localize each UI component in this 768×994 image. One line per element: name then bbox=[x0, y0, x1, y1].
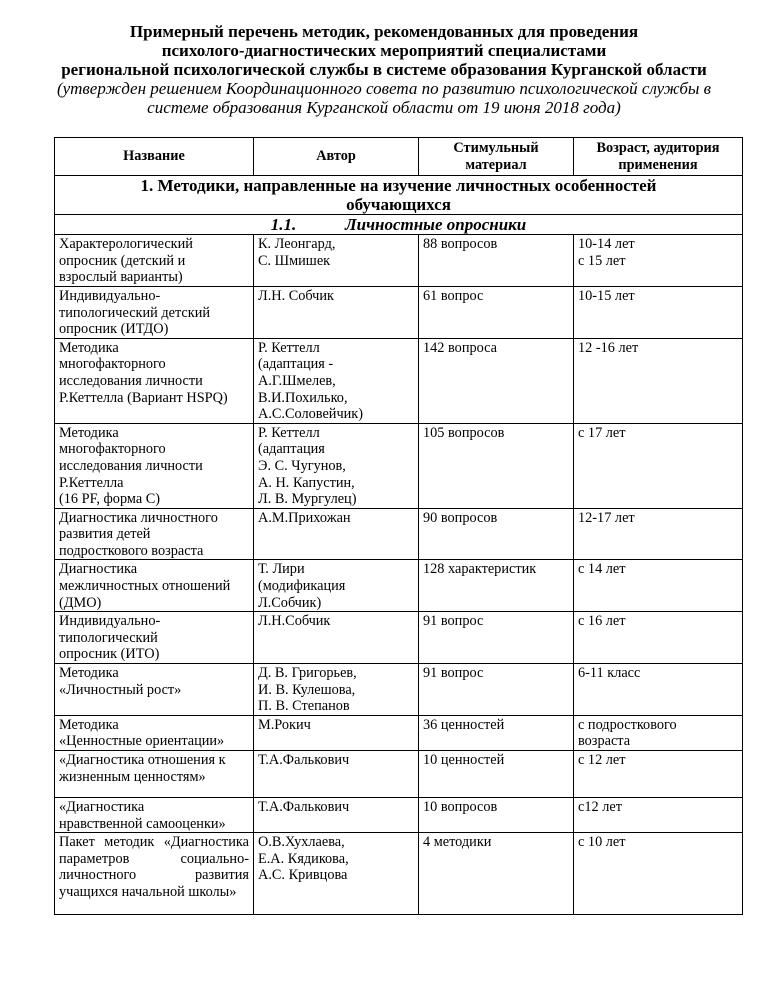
cell-name: Методика «Ценностные ориентации» bbox=[55, 715, 254, 750]
cell-stimulus: 91 вопрос bbox=[419, 664, 574, 716]
cell-age: с 10 лет bbox=[574, 833, 743, 915]
section-row bbox=[55, 176, 743, 215]
document-heading bbox=[24, 22, 744, 117]
header-name: Название bbox=[55, 138, 254, 176]
cell-age: 10-15 лет bbox=[574, 286, 743, 338]
cell-stimulus: 91 вопрос bbox=[419, 612, 574, 664]
cell-name: «Диагностика нравственной самооценки» bbox=[55, 798, 254, 833]
cell-name: Пакет методик «Диагностика параметров социально-личностного развития учащихся начальной школы» bbox=[55, 833, 254, 915]
header-author: Автор bbox=[254, 138, 419, 176]
cell-author: М.Рокич bbox=[254, 715, 419, 750]
table-row bbox=[55, 798, 743, 833]
cell-author: А.М.Прихожан bbox=[254, 508, 419, 560]
subsection-number: 1.1. bbox=[270, 215, 297, 235]
header-stimulus: Стимульный материал bbox=[419, 138, 574, 176]
cell-name: Методика многофакторного исследования личности Р.Кеттелла (16 PF, форма С) bbox=[55, 423, 254, 508]
cell-age: 12-17 лет bbox=[574, 508, 743, 560]
cell-stimulus: 10 ценностей bbox=[419, 751, 574, 798]
cell-name: Методика многофакторного исследования личности Р.Кеттелла (Вариант HSPQ) bbox=[55, 338, 254, 423]
cell-age: с 16 лет bbox=[574, 612, 743, 664]
cell-name: Диагностика личностного развития детей подросткового возраста bbox=[55, 508, 254, 560]
cell-stimulus: 88 вопросов bbox=[419, 235, 574, 287]
cell-age: с12 лет bbox=[574, 798, 743, 833]
table-row bbox=[55, 235, 743, 287]
methods-table bbox=[54, 137, 743, 915]
subsection-row bbox=[55, 215, 743, 235]
cell-age: 10-14 лет с 15 лет bbox=[574, 235, 743, 287]
cell-author: Л.Н. Собчик bbox=[254, 286, 419, 338]
table-row bbox=[55, 338, 743, 423]
heading-line-2: психолого-диагностических мероприятий специалистами bbox=[161, 41, 607, 60]
cell-author: О.В.Хухлаева, Е.А. Кядикова, А.С. Кривцова bbox=[254, 833, 419, 915]
table-row bbox=[55, 286, 743, 338]
cell-stimulus: 90 вопросов bbox=[419, 508, 574, 560]
cell-stimulus: 61 вопрос bbox=[419, 286, 574, 338]
cell-age: 6-11 класс bbox=[574, 664, 743, 716]
cell-stimulus: 105 вопросов bbox=[419, 423, 574, 508]
cell-name: Индивидуально- типологический детский опросник (ИТДО) bbox=[55, 286, 254, 338]
cell-name: «Диагностика отношения к жизненным ценностям» bbox=[55, 751, 254, 798]
cell-name: Характерологический опросник (детский и взрослый варианты) bbox=[55, 235, 254, 287]
cell-author: Т.А.Фалькович bbox=[254, 751, 419, 798]
cell-author: Т. Лири (модификация Л.Собчик) bbox=[254, 560, 419, 612]
cell-name: Индивидуально- типологический опросник (ИТО) bbox=[55, 612, 254, 664]
cell-author: К. Леонгард, С. Шмишек bbox=[254, 235, 419, 287]
subsection-title: Личностные опросники bbox=[345, 215, 527, 235]
table-row bbox=[55, 751, 743, 798]
cell-name: Диагностика межличностных отношений (ДМО) bbox=[55, 560, 254, 612]
subsection-cell bbox=[55, 215, 743, 235]
cell-author: Т.А.Фалькович bbox=[254, 798, 419, 833]
cell-stimulus: 10 вопросов bbox=[419, 798, 574, 833]
heading-line-1: Примерный перечень методик, рекомендованных для проведения bbox=[129, 22, 639, 41]
heading-line-4: (утвержден решением Координационного совета по развитию психологической службы в bbox=[56, 79, 712, 98]
cell-name: Методика «Личностный рост» bbox=[55, 664, 254, 716]
cell-age: с 12 лет bbox=[574, 751, 743, 798]
table-body bbox=[55, 235, 743, 915]
table-row bbox=[55, 508, 743, 560]
heading-line-3: региональной психологической службы в системе образования Курганской области bbox=[61, 60, 707, 79]
header-age: Возраст, аудитория применения bbox=[574, 138, 743, 176]
section-title: 1. Методики, направленные на изучение личностных особенностей обучающихся bbox=[55, 176, 743, 215]
cell-author: Р. Кеттелл (адаптация Э. С. Чугунов, А. Н. Капустин, Л. В. Мургулец) bbox=[254, 423, 419, 508]
table-header-row bbox=[55, 138, 743, 176]
table-row bbox=[55, 560, 743, 612]
cell-stimulus: 142 вопроса bbox=[419, 338, 574, 423]
table-row bbox=[55, 612, 743, 664]
cell-author: Д. В. Григорьев, И. В. Кулешова, П. В. Степанов bbox=[254, 664, 419, 716]
cell-age: с подросткового возраста bbox=[574, 715, 743, 750]
cell-age: с 17 лет bbox=[574, 423, 743, 508]
cell-age: 12 -16 лет bbox=[574, 338, 743, 423]
cell-stimulus: 36 ценностей bbox=[419, 715, 574, 750]
cell-author: Р. Кеттелл (адаптация - А.Г.Шмелев, В.И.Похилько, А.С.Соловейчик) bbox=[254, 338, 419, 423]
table-row bbox=[55, 715, 743, 750]
cell-author: Л.Н.Собчик bbox=[254, 612, 419, 664]
cell-age: с 14 лет bbox=[574, 560, 743, 612]
table-row bbox=[55, 833, 743, 915]
cell-stimulus: 4 методики bbox=[419, 833, 574, 915]
table-row bbox=[55, 423, 743, 508]
heading-line-5: системе образования Курганской области от 19 июня 2018 года) bbox=[147, 98, 621, 117]
table-row bbox=[55, 664, 743, 716]
cell-stimulus: 128 характеристик bbox=[419, 560, 574, 612]
